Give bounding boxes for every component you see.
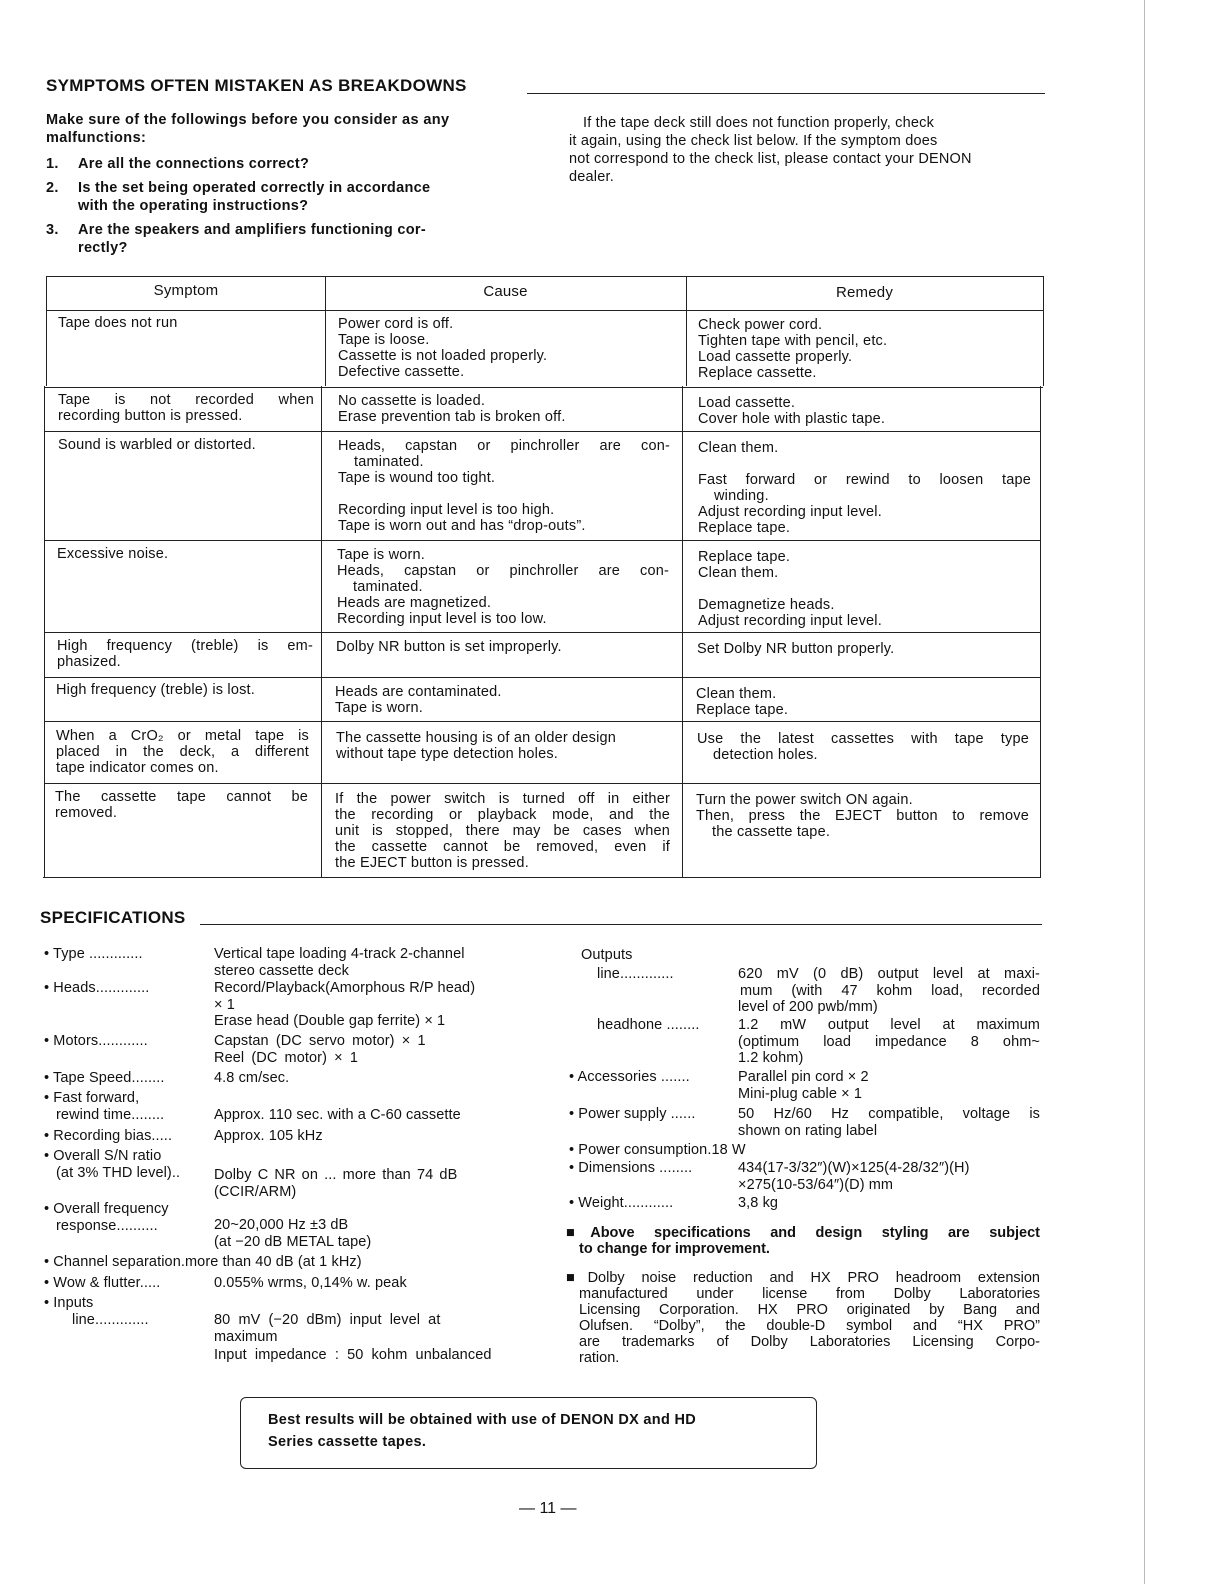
question-1: 1. Are all the connections correct? [46, 156, 310, 172]
row5-cause: Dolby NR button is set improperly. [336, 639, 562, 655]
row8-cause: If the power switch is turned off in either the recording or playback mode, and the unit is stopped, there may be cases when the cassette cannot be removed, even if the EJECT button is pressed. [335, 791, 670, 871]
row4-remedy: Replace tape. Clean them. Demagnetize heads. Adjust recording input level. [698, 549, 882, 629]
spec-power-supply: • Power supply ...... [569, 1106, 696, 1122]
intro-line-2: malfunctions: [46, 130, 147, 146]
spec-headphone-value: 1.2 mW output level at maximum (optimum load impedance 8 ohm~ 1.2 kohm) [738, 1017, 1040, 1066]
row1-remedy: Check power cord. Tighten tape with pencil, etc. Load cassette properly. Replace cassette. [698, 317, 888, 381]
row2-cause: No cassette is loaded. Erase prevention tab is broken off. [338, 393, 566, 425]
spec-type-value: Vertical tape loading 4-track 2-channel stereo cassette deck [214, 946, 465, 979]
specs-change-note: ■Above specifications and design styling are subject to change for improvement. [566, 1225, 1040, 1257]
spec-dimensions-value: 434(17-3/32″)(W)×125(4-28/32″)(H) ×275(10-53/64″)(D) mm [738, 1160, 970, 1193]
spec-accessories-value: Parallel pin cord × 2 Mini-plug cable × 1 [738, 1069, 869, 1102]
row2-remedy: Load cassette. Cover hole with plastic tape. [698, 395, 886, 427]
spec-weight-value: 3,8 kg [738, 1195, 779, 1211]
spec-headphone: headhone ........ [597, 1017, 700, 1033]
spec-wow-flutter-value: 0.055% wrms, 0,14% w. peak [214, 1275, 407, 1291]
spec-weight: • Weight............ [569, 1195, 674, 1211]
scan-edge-line [1144, 0, 1145, 1584]
header-symptom: Symptom [153, 282, 219, 299]
spec-outputs-line: line............. [597, 966, 674, 982]
spec-inputs-line-value: 80 mV (−20 dBm) input level at maximum Input impedance : 50 kohm unbalanced [214, 1312, 492, 1363]
row3-symptom: Sound is warbled or distorted. [58, 437, 256, 453]
row7-cause: The cassette housing is of an older design without tape type detection holes. [336, 730, 617, 762]
spec-power-consumption: • Power consumption.18 W [569, 1142, 746, 1158]
row1-symptom: Tape does not run [58, 315, 178, 331]
spec-outputs: Outputs [581, 947, 633, 963]
recommendation-box [240, 1397, 817, 1469]
question-3: 3. Are the speakers and amplifiers functioning cor- rectly? [46, 222, 426, 256]
spec-dimensions: • Dimensions ........ [569, 1160, 693, 1176]
spec-heads-value: Record/Playback(Amorphous R/P head) × 1 Erase head (Double gap ferrite) × 1 [214, 980, 476, 1029]
spec-sn-ratio-value: Dolby C NR on ... more than 74 dB (CCIR/ARM) [214, 1167, 458, 1200]
row3-remedy: Clean them. Fast forward or rewind to loosen tape winding. Adjust recording input level. Replace tape. [698, 440, 1031, 536]
row6-symptom: High frequency (treble) is lost. [56, 682, 256, 698]
spec-power-supply-value: 50 Hz/60 Hz compatible, voltage is shown on rating label [738, 1106, 1040, 1139]
spec-fast-forward: • Fast forward, rewind time........ [44, 1090, 165, 1123]
spec-inputs: • Inputs [44, 1295, 94, 1311]
dolby-license-note: ■Dolby noise reduction and HX PRO headroom extension manufactured under license from Dolby Laboratories Licensing Corporation. HX PRO originated by Bang and Olufsen. “Dolby”, the double-D symbol and “HX PRO” are trademarks of Dolby Laboratories Licensing Corpo- ration. [566, 1270, 1040, 1366]
header-cause: Cause [483, 283, 528, 300]
row5-remedy: Set Dolby NR button properly. [697, 641, 895, 657]
recommendation-line-1: Best results will be obtained with use of DENON DX and HD [268, 1412, 696, 1428]
row2-symptom: Tape is not recorded when recording button is pressed. [58, 392, 314, 424]
spec-inputs-line: line............. [72, 1312, 149, 1328]
spec-sn-ratio: • Overall S/N ratio (at 3% THD level).. [44, 1148, 181, 1181]
row6-remedy: Clean them. Replace tape. [696, 686, 789, 718]
title-rule [527, 93, 1045, 94]
spec-channel-separation: • Channel separation.more than 40 dB (at 1 kHz) [44, 1254, 362, 1270]
row4-symptom: Excessive noise. [57, 546, 169, 562]
row6-cause: Heads are contaminated. Tape is worn. [335, 684, 502, 716]
question-2: 2. Is the set being operated correctly in accordance with the operating instructions? [46, 180, 431, 214]
row8-remedy: Turn the power switch ON again. Then, press the EJECT button to remove the cassette tape. [696, 792, 1029, 840]
header-remedy: Remedy [835, 284, 894, 301]
specs-rule [200, 924, 1042, 925]
row4-cause: Tape is worn. Heads, capstan or pinchroller are con- taminated. Heads are magnetized. Recording input level is too low. [337, 547, 669, 627]
spec-tape-speed-value: 4.8 cm/sec. [214, 1070, 290, 1086]
row7-symptom: When a CrO₂ or metal tape is placed in the deck, a different tape indicator comes on. [56, 728, 309, 776]
row3-cause: Heads, capstan or pinchroller are con- taminated. Tape is wound too tight. Recording input level is too high. Tape is worn out and has “drop-outs”. [338, 438, 670, 534]
row5-symptom: High frequency (treble) is em- phasized. [57, 638, 313, 670]
spec-outputs-line-value: 620 mV (0 dB) output level at maxi- mum (with 47 kohm load, recorded level of 200 pwb/mm) [738, 966, 1040, 1015]
spec-frequency-response-value: 20~20,000 Hz ±3 dB (at −20 dB METAL tape) [214, 1217, 372, 1250]
recommendation-line-2: Series cassette tapes. [268, 1434, 427, 1450]
spec-motors-value: Capstan (DC servo motor) × 1 Reel (DC motor) × 1 [214, 1033, 426, 1066]
spec-accessories: • Accessories ....... [569, 1069, 690, 1085]
intro-line-1: Make sure of the followings before you consider as any [46, 112, 450, 128]
spec-frequency-response: • Overall frequency response.......... [44, 1201, 169, 1234]
spec-recording-bias-value: Approx. 105 kHz [214, 1128, 323, 1144]
page-number: — 11 — [519, 1500, 577, 1517]
symptoms-title: SYMPTOMS OFTEN MISTAKEN AS BREAKDOWNS [46, 76, 467, 95]
row8-symptom: The cassette tape cannot be removed. [55, 789, 308, 821]
row7-remedy: Use the latest cassettes with tape type detection holes. [697, 731, 1029, 763]
spec-fast-forward-value: Approx. 110 sec. with a C-60 cassette [214, 1107, 461, 1123]
specifications-title: SPECIFICATIONS [40, 908, 186, 927]
row1-cause: Power cord is off. Tape is loose. Cassette is not loaded properly. Defective cassette. [338, 316, 548, 380]
check-list-paragraph: If the tape deck still does not function properly, check it again, using the check list below. If the symptom does not correspond to the check list, please contact your DENON dealer. [569, 115, 972, 185]
